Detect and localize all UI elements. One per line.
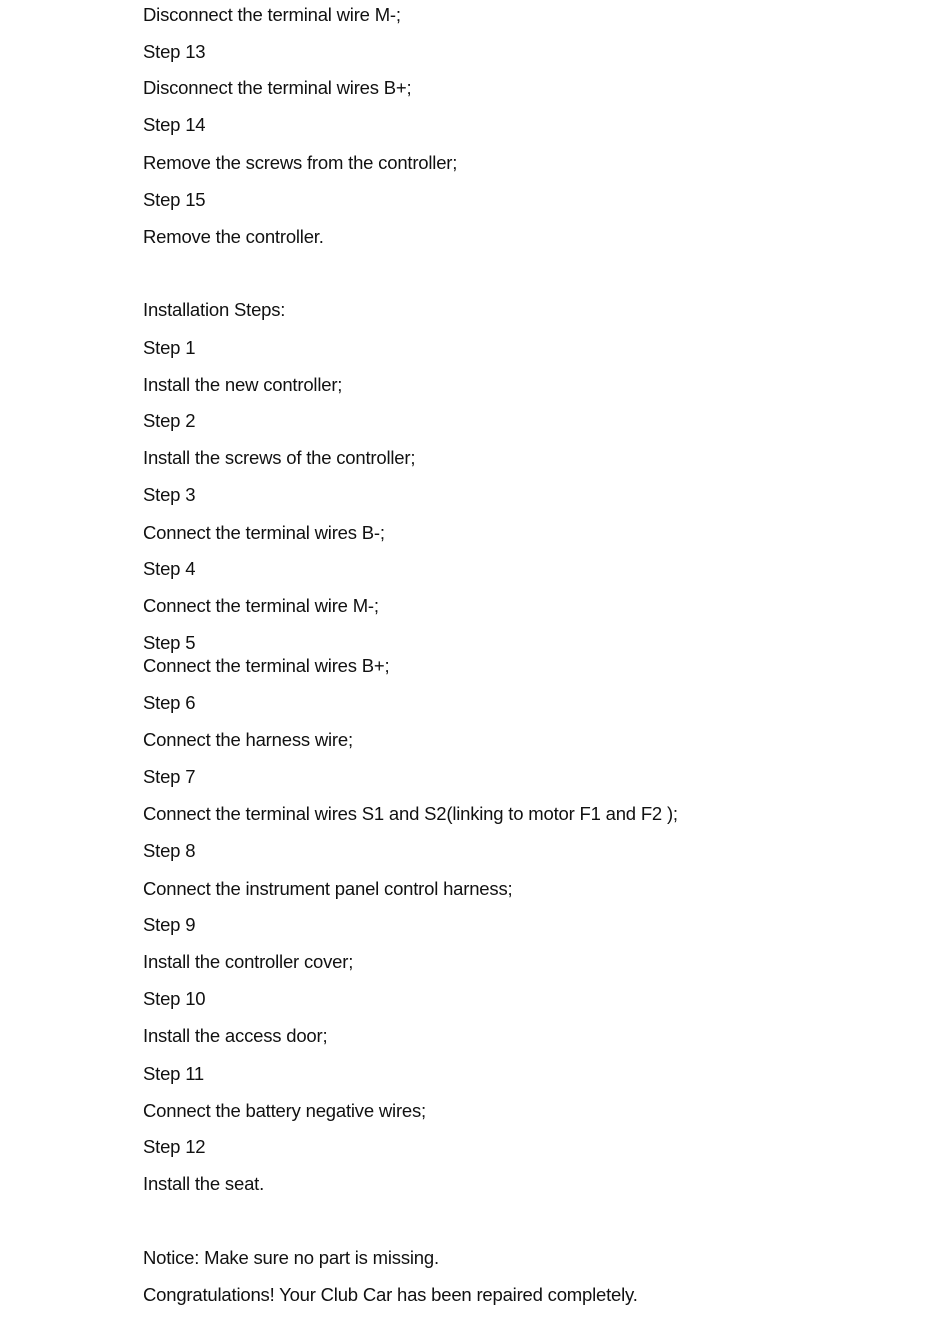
install-step-label: Step 1 (143, 337, 196, 358)
install-step-label: Step 3 (143, 484, 196, 505)
install-step-text: Install the new controller; (143, 374, 343, 395)
install-step-text: Connect the instrument panel control harness; (143, 878, 513, 899)
notice-text: Notice: Make sure no part is missing. (143, 1247, 439, 1268)
install-step-text: Connect the terminal wire M-; (143, 595, 379, 616)
install-step-text: Connect the terminal wires B-; (143, 522, 385, 543)
install-step-label: Step 5 (143, 632, 196, 653)
install-step-text: Connect the terminal wires S1 and S2(linking to motor F1 and F2 ); (143, 803, 678, 824)
removal-step-label: Step 13 (143, 41, 206, 62)
installation-heading: Installation Steps: (143, 299, 286, 320)
install-step-label: Step 11 (143, 1063, 205, 1084)
install-step-text: Install the seat. (143, 1173, 265, 1194)
removal-text: Disconnect the terminal wire M-; (143, 4, 401, 25)
install-step-label: Step 6 (143, 692, 196, 713)
install-step-label: Step 9 (143, 914, 196, 935)
install-step-label: Step 10 (143, 988, 206, 1009)
removal-text: Remove the controller. (143, 226, 324, 247)
install-step-label: Step 8 (143, 840, 196, 861)
install-step-text: Connect the terminal wires B+; (143, 655, 390, 676)
install-step-text: Install the controller cover; (143, 951, 354, 972)
install-step-label: Step 4 (143, 558, 196, 579)
install-step-text: Install the screws of the controller; (143, 447, 416, 468)
install-step-text: Connect the harness wire; (143, 729, 353, 750)
install-step-text: Connect the battery negative wires; (143, 1100, 426, 1121)
congratulations-text: Congratulations! Your Club Car has been repaired completely. (143, 1284, 638, 1305)
removal-step-label: Step 14 (143, 114, 206, 135)
install-step-text: Install the access door; (143, 1025, 328, 1046)
removal-text: Remove the screws from the controller; (143, 152, 458, 173)
removal-step-label: Step 15 (143, 189, 206, 210)
install-step-label: Step 7 (143, 766, 196, 787)
install-step-label: Step 2 (143, 410, 196, 431)
install-step-label: Step 12 (143, 1136, 206, 1157)
removal-text: Disconnect the terminal wires B+; (143, 77, 412, 98)
